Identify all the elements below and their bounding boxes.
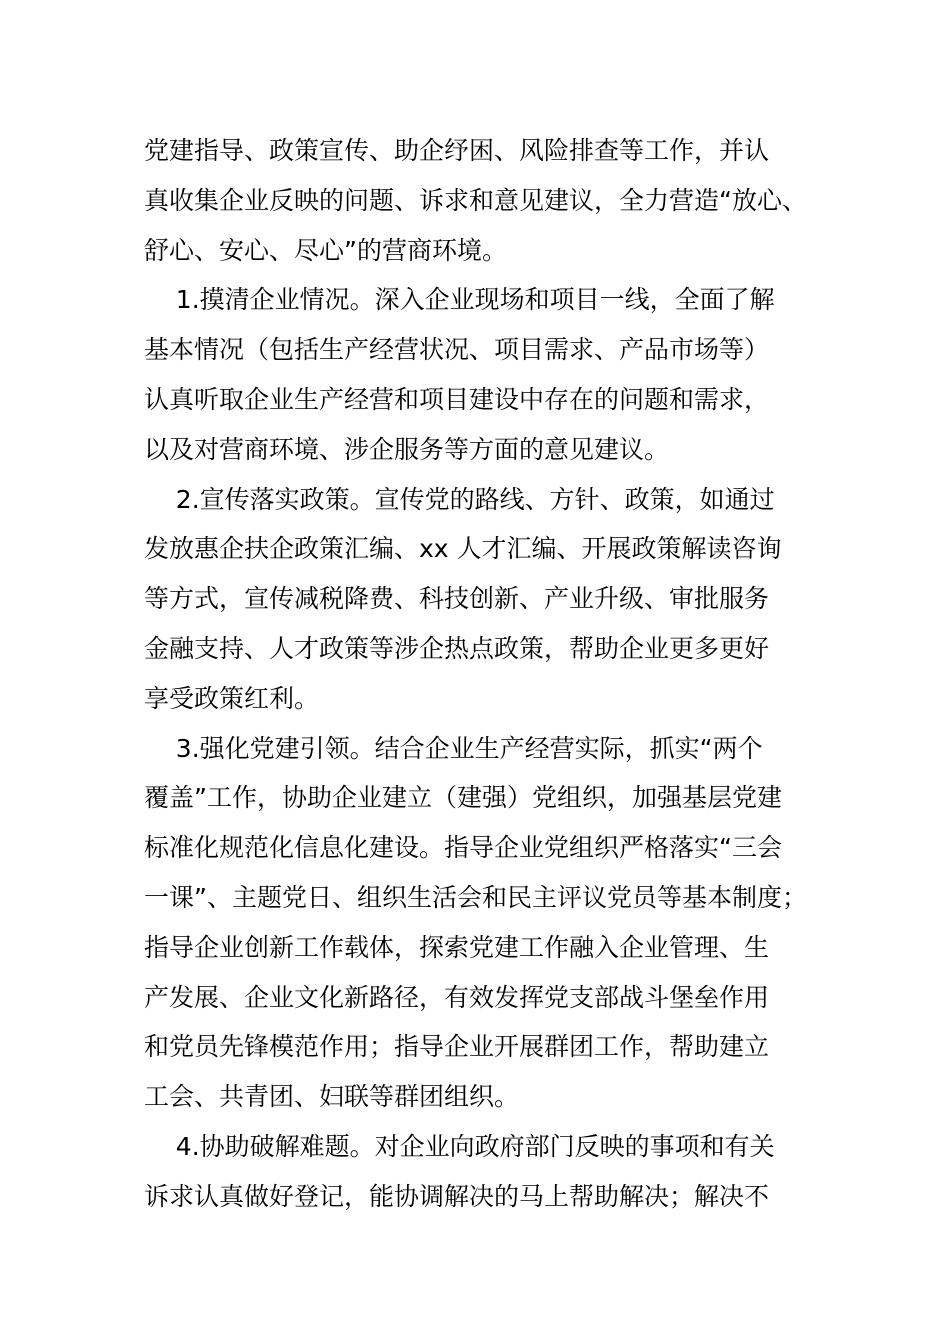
text-line: 标准化规范化信息化建设。指导企业党组织严格落实“三会 xyxy=(144,833,782,863)
text-line: 和党员先锋模范作用；指导企业开展群团工作，帮助建立 xyxy=(144,1032,770,1062)
text-line: 等方式，宣传减税降费、科技创新、产业升级、审批服务 xyxy=(144,584,770,614)
text-line: 1.摸清企业情况。深入企业现场和项目一线，全面了解 xyxy=(144,285,775,315)
body-text xyxy=(144,126,824,1222)
text-line: 一课”、主题党日、组织生活会和民主评议党员等基本制度； xyxy=(144,882,807,912)
text-line: 覆盖”工作，协助企业建立（建强）党组织，加强基层党建 xyxy=(144,783,782,813)
text-line: 2.宣传落实政策。宣传党的路线、方针、政策，如通过 xyxy=(144,484,775,514)
text-line: 诉求认真做好登记，能协调解决的马上帮助解决；解决不 xyxy=(144,1181,770,1211)
text-line: 3.强化党建引领。结合企业生产经营实际，抓实“两个 xyxy=(144,733,763,763)
text-line: 享受政策红利。 xyxy=(144,683,320,713)
text-line: 以及对营商环境、涉企服务等方面的意见建议。 xyxy=(144,434,670,464)
text-line: 党建指导、政策宣传、助企纾困、风险排查等工作，并认 xyxy=(144,136,770,165)
text-line: 基本情况（包括生产经营状况、项目需求、产品市场等） xyxy=(144,335,770,365)
text-line: 发放惠企扶企政策汇编、xx 人才汇编、开展政策解读咨询 xyxy=(144,534,782,564)
text-line: 金融支持、人才政策等涉企热点政策，帮助企业更多更好 xyxy=(144,633,770,663)
text-line: 舒心、安心、尽心”的营商环境。 xyxy=(144,235,507,265)
text-line: 指导企业创新工作载体，探索党建工作融入企业管理、生 xyxy=(144,932,770,962)
text-line: 工会、共青团、妇联等群团组织。 xyxy=(144,1082,520,1112)
text-line: 认真听取企业生产经营和项目建设中存在的问题和需求， xyxy=(144,384,770,414)
text-line: 产发展、企业文化新路径，有效发挥党支部战斗堡垒作用 xyxy=(144,982,770,1012)
text-line: 4.协助破解难题。对企业向政府部门反映的事项和有关 xyxy=(144,1131,775,1161)
text-line: 真收集企业反映的问题、诉求和意见建议，全力营造“放心、 xyxy=(144,185,807,215)
